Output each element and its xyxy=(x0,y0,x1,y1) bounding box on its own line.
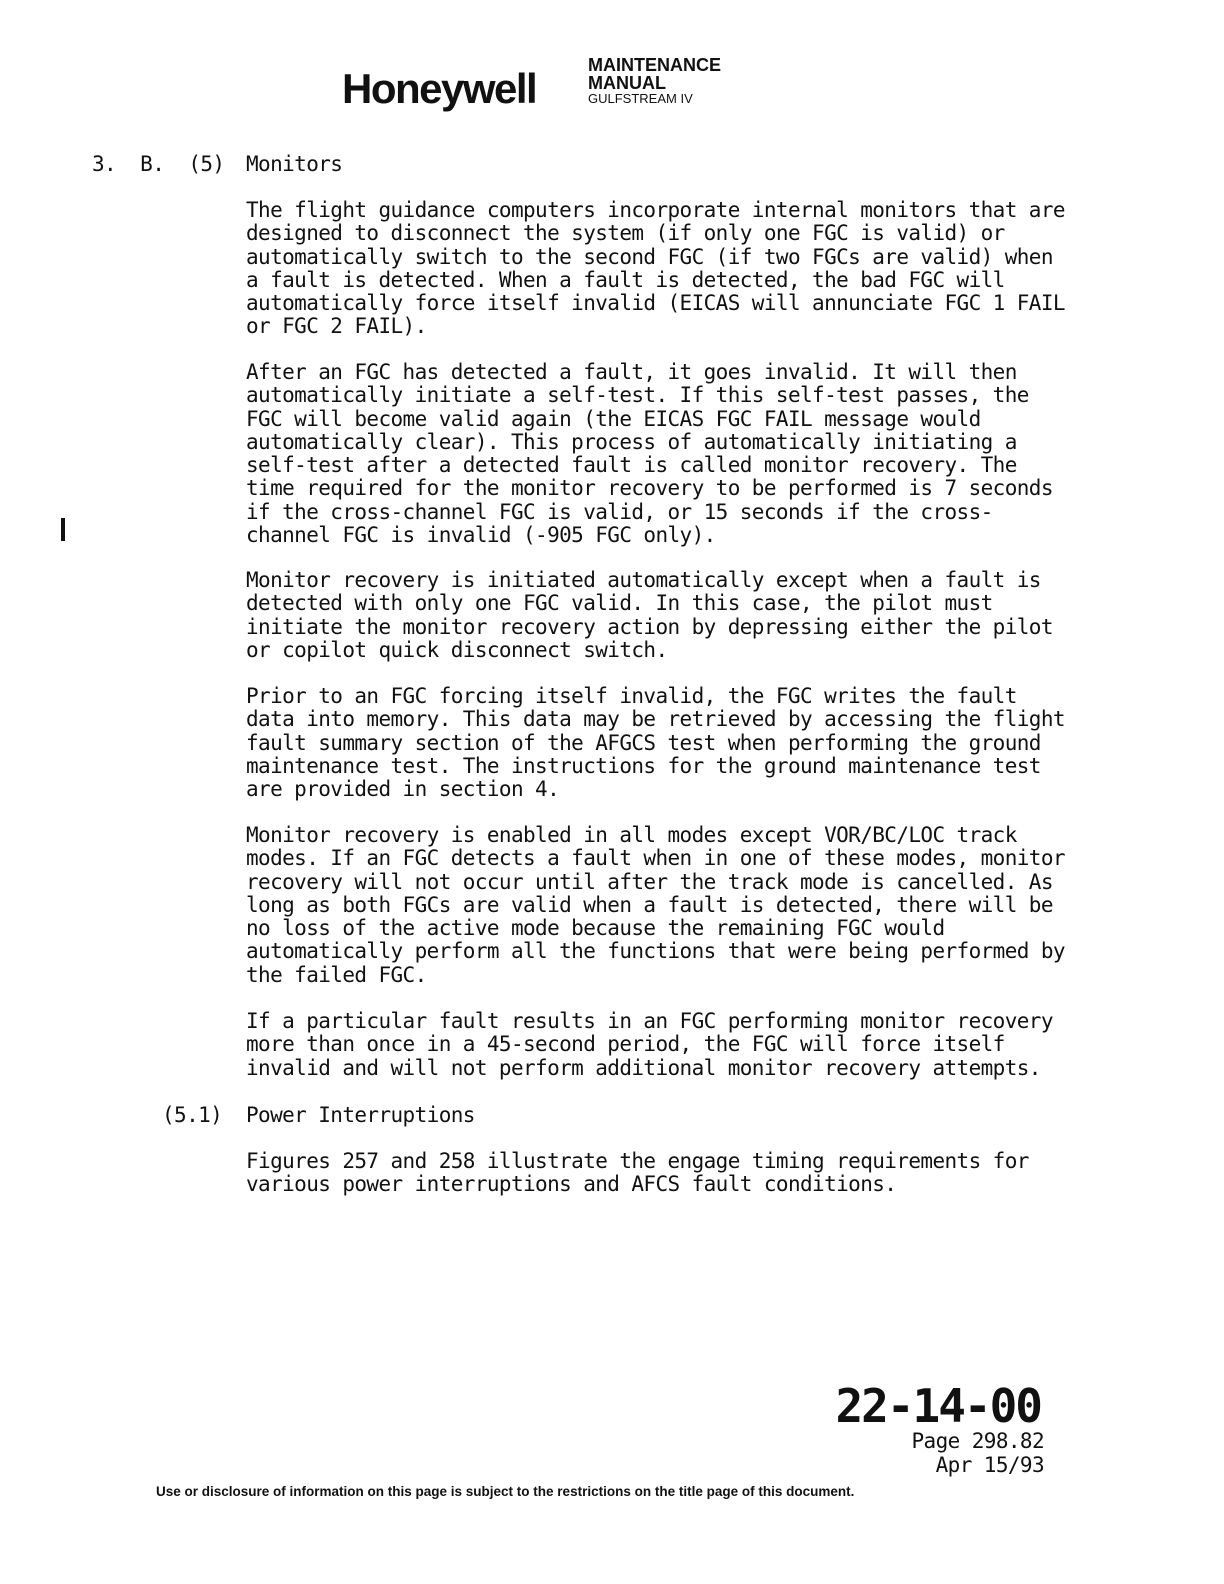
manual-title-line1: MAINTENANCE xyxy=(588,55,721,75)
manual-title-block xyxy=(588,56,721,106)
subsection-number: (5.1) xyxy=(162,1103,223,1127)
paragraph-1: The flight guidance computers incorporate internal monitors that are designed to disconnect the system (if only one FGC is valid) or automatically switch to the second FGC (if two FGCs are valid) when a fault is detected. When a fault is detected, the bad FGC will automatically force itself invalid (EICAS will annunciate FGC 1 FAIL or FGC 2 FAIL). xyxy=(246,198,1065,339)
subsection-title: Power Interruptions xyxy=(246,1103,475,1127)
manual-title-line2: MANUAL xyxy=(588,73,666,93)
paragraph-6: If a particular fault results in an FGC performing monitor recovery more than once in a 45-second period, the FGC will force itself invalid and will not perform additional monitor recovery attempts. xyxy=(246,1009,1053,1080)
paragraph-3: Monitor recovery is initiated automatically except when a fault is detected with only one FGC valid. In this case, the pilot must initiate the monitor recovery action by depressing either the pilot or copilot quick disconnect switch. xyxy=(246,568,1053,662)
section-title: Monitors xyxy=(246,152,343,176)
paragraph-2: After an FGC has detected a fault, it goes invalid. It will then automatically initiate a self-test. If this self-test passes, the FGC will become valid again (the EICAS FGC FAIL message would automatically clear). This process of automatically initiating a self-test after a detected fault is called monitor recovery. The time required for the monitor recovery to be performed is 7 seconds if the cross-channel FGC is valid, or 15 seconds if the cross-channel FGC is invalid (-905 FGC only). xyxy=(246,360,1053,548)
paragraph-4: Prior to an FGC forcing itself invalid, the FGC writes the fault data into memory. This data may be retrieved by accessing the flight fault summary section of the AFGCS test when performing the ground maintenance test. The instructions for the ground maintenance test are provided in section 4. xyxy=(246,684,1065,802)
honeywell-logo: Honeywell xyxy=(342,65,537,112)
document-header xyxy=(342,56,762,116)
aircraft-model: GULFSTREAM IV xyxy=(588,91,693,106)
document-code: 22-14-00 xyxy=(835,1379,1041,1433)
disclosure-notice: Use or disclosure of information on this page is subject to the restrictions on the title page of this document. xyxy=(156,1484,855,1499)
paragraph-5: Monitor recovery is enabled in all modes except VOR/BC/LOC track modes. If an FGC detects a fault when in one of these modes, monitor recovery will not occur until after the track mode is cancelled. As long as both FGCs are valid when a fault is detected, there will be no loss of the active mode because the remaining FGC would automatically perform all the functions that were being performed by the failed FGC. xyxy=(246,823,1065,987)
section-number: 3. B. (5) xyxy=(92,152,225,176)
revision-change-bar xyxy=(61,518,65,541)
subsection-paragraph: Figures 257 and 258 illustrate the engage timing requirements for various power interruptions and AFCS fault conditions. xyxy=(246,1149,1029,1197)
revision-date: Apr 15/93 xyxy=(935,1453,1044,1477)
page-number: Page 298.82 xyxy=(911,1429,1044,1453)
